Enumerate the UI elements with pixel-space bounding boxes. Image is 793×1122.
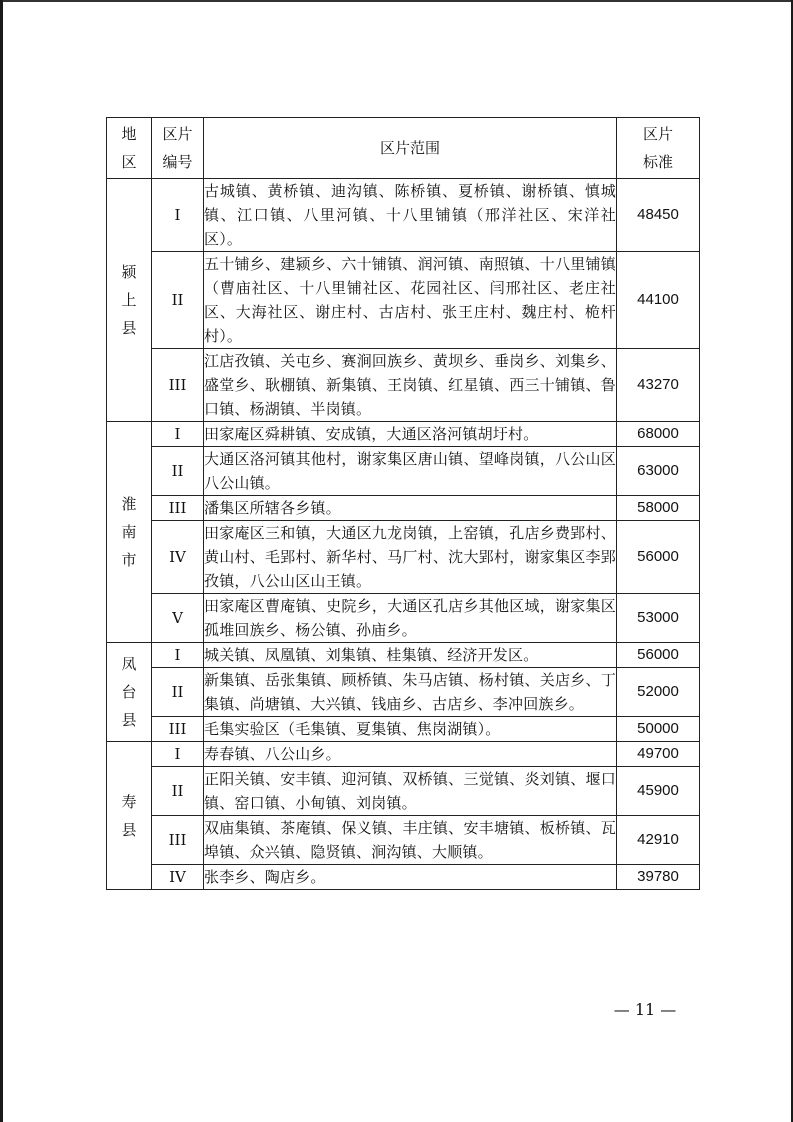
zone-range-cell: 田家庵区舜耕镇、安成镇，大通区洛河镇胡圩村。 bbox=[204, 422, 617, 447]
area-name: 凤台县 bbox=[121, 655, 137, 729]
zone-code-cell: IV bbox=[152, 865, 204, 890]
table-row bbox=[107, 422, 700, 447]
area-name: 颍上县 bbox=[121, 263, 137, 337]
zone-standard-cell: 52000 bbox=[617, 668, 700, 717]
table-row bbox=[107, 717, 700, 742]
zone-range-cell: 潘集区所辖各乡镇。 bbox=[204, 496, 617, 521]
table-row bbox=[107, 742, 700, 767]
area-name: 淮南市 bbox=[121, 495, 137, 569]
zone-standard-cell: 48450 bbox=[617, 179, 700, 252]
scan-left-edge bbox=[0, 0, 3, 1122]
header-zone-code: 区片编号 bbox=[152, 118, 204, 179]
zone-range-cell: 城关镇、凤凰镇、刘集镇、桂集镇、经济开发区。 bbox=[204, 643, 617, 668]
zone-standard-cell: 42910 bbox=[617, 816, 700, 865]
zone-standard-cell: 58000 bbox=[617, 496, 700, 521]
table-row bbox=[107, 179, 700, 252]
zone-code-cell: II bbox=[152, 767, 204, 816]
zone-range-cell: 双庙集镇、茶庵镇、保义镇、丰庄镇、安丰塘镇、板桥镇、瓦埠镇、众兴镇、隐贤镇、涧沟镇、大顺镇。 bbox=[204, 816, 617, 865]
zone-range-cell: 田家庵区曹庵镇、史院乡，大通区孔店乡其他区域，谢家集区孤堆回族乡、杨公镇、孙庙乡。 bbox=[204, 594, 617, 643]
zone-standard-cell: 49700 bbox=[617, 742, 700, 767]
zone-range-cell: 古城镇、黄桥镇、迪沟镇、陈桥镇、夏桥镇、谢桥镇、慎城镇、江口镇、八里河镇、十八里铺镇（邢洋社区、宋洋社区）。 bbox=[204, 179, 617, 252]
table-row bbox=[107, 521, 700, 594]
zone-code-cell: I bbox=[152, 742, 204, 767]
table-row bbox=[107, 252, 700, 349]
zone-range-cell: 正阳关镇、安丰镇、迎河镇、双桥镇、三觉镇、炎刘镇、堰口镇、窑口镇、小甸镇、刘岗镇。 bbox=[204, 767, 617, 816]
area-name: 寿县 bbox=[121, 792, 137, 839]
header-zone-range: 区片范围 bbox=[204, 118, 617, 179]
area-cell bbox=[107, 179, 152, 422]
zone-range-cell: 江店孜镇、关屯乡、赛涧回族乡、黄坝乡、垂岗乡、刘集乡、盛堂乡、耿棚镇、新集镇、王岗镇、红星镇、西三十铺镇、鲁口镇、杨湖镇、半岗镇。 bbox=[204, 349, 617, 422]
zone-code-cell: I bbox=[152, 643, 204, 668]
area-cell bbox=[107, 643, 152, 742]
table-row bbox=[107, 447, 700, 496]
zone-standard-cell: 44100 bbox=[617, 252, 700, 349]
table-row bbox=[107, 767, 700, 816]
table-row bbox=[107, 865, 700, 890]
zone-standard-cell: 45900 bbox=[617, 767, 700, 816]
zone-code-cell: III bbox=[152, 349, 204, 422]
zone-code-cell: III bbox=[152, 496, 204, 521]
table-row bbox=[107, 643, 700, 668]
zone-code-cell: I bbox=[152, 179, 204, 252]
zone-standard-cell: 56000 bbox=[617, 643, 700, 668]
page-number: — 11 — bbox=[613, 1000, 677, 1019]
zone-code-cell: II bbox=[152, 668, 204, 717]
zone-standard-cell: 39780 bbox=[617, 865, 700, 890]
area-cell bbox=[107, 742, 152, 890]
header-area: 地区 bbox=[107, 118, 152, 179]
zone-range-cell: 张李乡、陶店乡。 bbox=[204, 865, 617, 890]
zone-standard-cell: 50000 bbox=[617, 717, 700, 742]
zone-code-cell: IV bbox=[152, 521, 204, 594]
zone-code-cell: III bbox=[152, 717, 204, 742]
table-row bbox=[107, 349, 700, 422]
scan-top-edge bbox=[0, 0, 793, 2]
area-cell bbox=[107, 422, 152, 643]
table-row bbox=[107, 816, 700, 865]
land-zone-price-table bbox=[106, 117, 700, 890]
zone-standard-cell: 56000 bbox=[617, 521, 700, 594]
zone-standard-cell: 63000 bbox=[617, 447, 700, 496]
zone-range-cell: 毛集实验区（毛集镇、夏集镇、焦岗湖镇）。 bbox=[204, 717, 617, 742]
zone-code-cell: III bbox=[152, 816, 204, 865]
zone-standard-cell: 43270 bbox=[617, 349, 700, 422]
table-row bbox=[107, 668, 700, 717]
zone-code-cell: II bbox=[152, 447, 204, 496]
table-row bbox=[107, 496, 700, 521]
zone-standard-cell: 53000 bbox=[617, 594, 700, 643]
header-zone-standard: 区片标准 bbox=[617, 118, 700, 179]
table-header-row bbox=[107, 118, 700, 179]
table-body bbox=[107, 179, 700, 890]
zone-range-cell: 新集镇、岳张集镇、顾桥镇、朱马店镇、杨村镇、关店乡、丁集镇、尚塘镇、大兴镇、钱庙乡、古店乡、李冲回族乡。 bbox=[204, 668, 617, 717]
zone-range-cell: 寿春镇、八公山乡。 bbox=[204, 742, 617, 767]
zone-range-cell: 田家庵区三和镇，大通区九龙岗镇，上窑镇，孔店乡费郢村、黄山村、毛郢村、新华村、马厂村、沈大郢村，谢家集区李郢孜镇，八公山区山王镇。 bbox=[204, 521, 617, 594]
zone-code-cell: I bbox=[152, 422, 204, 447]
zone-range-cell: 五十铺乡、建颍乡、六十铺镇、润河镇、南照镇、十八里铺镇（曹庙社区、十八里铺社区、花园社区、闫邢社区、老庄社区、大海社区、谢庄村、古店村、张王庄村、魏庄村、桅杆村）。 bbox=[204, 252, 617, 349]
table-row bbox=[107, 594, 700, 643]
zone-standard-cell: 68000 bbox=[617, 422, 700, 447]
zone-range-cell: 大通区洛河镇其他村，谢家集区唐山镇、望峰岗镇，八公山区八公山镇。 bbox=[204, 447, 617, 496]
zone-code-cell: II bbox=[152, 252, 204, 349]
zone-code-cell: V bbox=[152, 594, 204, 643]
